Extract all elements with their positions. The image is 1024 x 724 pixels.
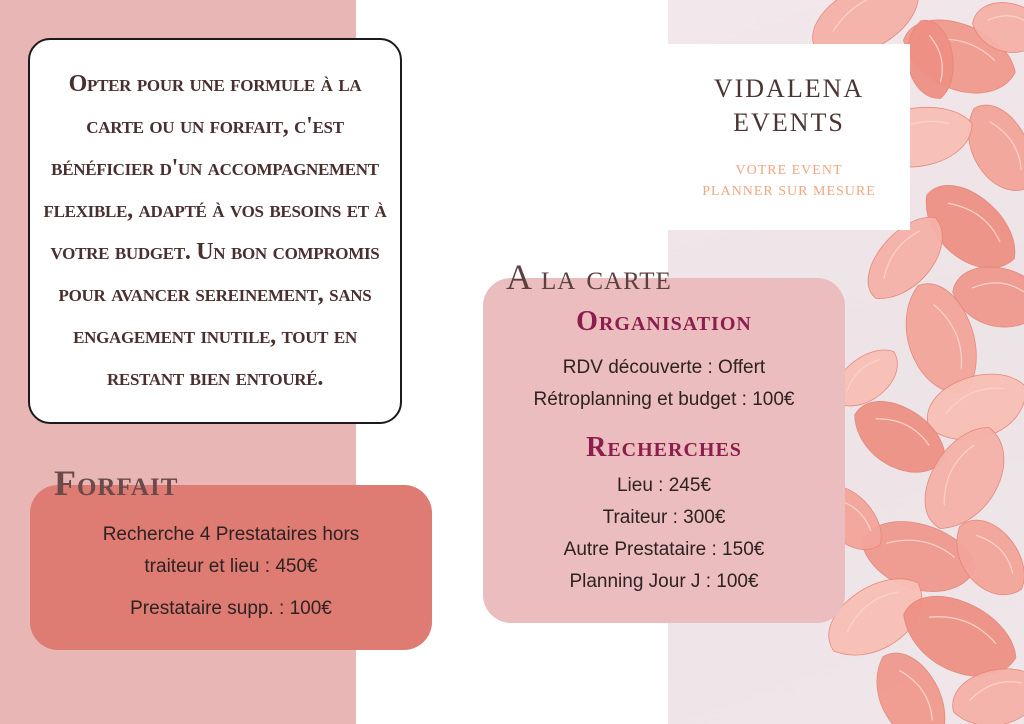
brand-name-line: EVENTS [733,108,845,137]
forfait-line: Recherche 4 Prestataires hors [102,524,360,545]
recherches-list [483,470,845,598]
organisation-item: Rétroplanning et budget : 100€ [533,389,795,410]
a-la-carte-box [483,278,845,623]
organisation-item: RDV découverte : Offert [562,357,766,378]
brand-name [668,72,910,140]
recherches-item: Autre Prestataire : 150€ [563,539,765,560]
brand-tagline-line: VOTRE EVENT [735,163,843,178]
forfait-line: Prestataire supp. : 100€ [130,598,332,619]
brand-card [668,44,910,230]
forfait-line: traiteur et lieu : 450€ [144,556,318,577]
organisation-list [483,352,845,416]
intro-text-box [28,38,402,424]
intro-paragraph: Opter pour une formule à la carte ou un forfait, c'est bénéficier d'un accompagnement flexible, adapté à vos besoins et à votre budget. Un bon compromis pour avancer sereinement, sans engagement inutile, tout en restant bien entouré. [43,71,387,391]
a-la-carte-title: A la carte [506,257,672,297]
organisation-title: Organisation [576,306,752,337]
brand-tagline-line: PLANNER SUR MESURE [702,184,876,199]
recherches-item: Traiteur : 300€ [602,507,726,528]
rose-petal [952,93,1024,204]
forfait-box [30,485,432,650]
brand-name-line: VIDALENA [713,74,865,103]
brand-tagline [668,160,910,202]
forfait-title: Forfait [54,463,179,503]
recherches-item: Planning Jour J : 100€ [569,571,759,592]
recherches-title: Recherches [586,432,742,463]
recherches-item: Lieu : 245€ [616,475,712,496]
